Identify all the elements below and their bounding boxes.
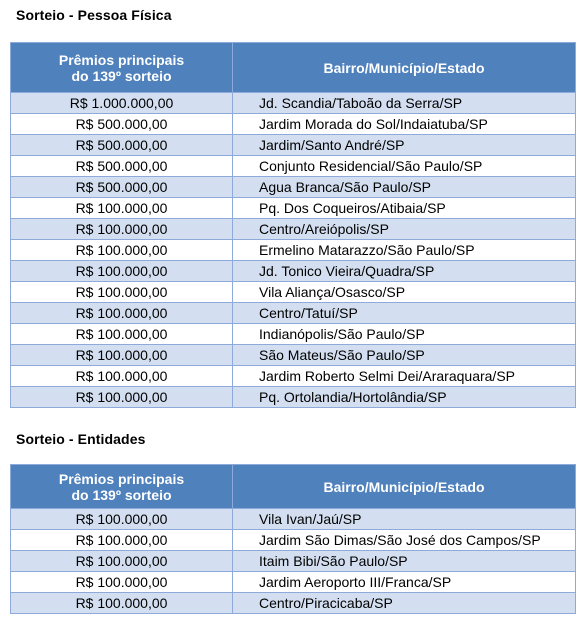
location-cell: Jardim Aeroporto III/Franca/SP (233, 572, 576, 593)
prize-cell: R$ 100.000,00 (11, 530, 233, 551)
table-row (11, 530, 576, 551)
prize-cell: R$ 100.000,00 (11, 198, 233, 219)
table-row (11, 387, 576, 408)
table-row (11, 261, 576, 282)
prize-cell: R$ 100.000,00 (11, 219, 233, 240)
table-row (11, 551, 576, 572)
prize-cell: R$ 100.000,00 (11, 509, 233, 530)
location-cell: Jardim Roberto Selmi Dei/Araraquara/SP (233, 366, 576, 387)
prize-cell: R$ 100.000,00 (11, 324, 233, 345)
prize-cell: R$ 500.000,00 (11, 114, 233, 135)
prize-cell: R$ 100.000,00 (11, 303, 233, 324)
table-row (11, 345, 576, 366)
prize-cell: R$ 500.000,00 (11, 177, 233, 198)
header-prize (11, 465, 233, 509)
prize-cell: R$ 100.000,00 (11, 572, 233, 593)
table-row (11, 593, 576, 614)
prize-cell: R$ 100.000,00 (11, 387, 233, 408)
header-prize-line1: Prêmios principais (58, 51, 185, 68)
table-row (11, 366, 576, 387)
prize-cell: R$ 100.000,00 (11, 551, 233, 572)
table-row (11, 572, 576, 593)
prize-cell: R$ 1.000.000,00 (11, 93, 233, 114)
location-cell: Pq. Dos Coqueiros/Atibaia/SP (233, 198, 576, 219)
section-title-entidades: Sorteio - Entidades (16, 431, 146, 447)
location-cell: Jardim São Dimas/São José dos Campos/SP (233, 530, 576, 551)
header-location: Bairro/Município/Estado (233, 43, 576, 93)
location-cell: Centro/Piracicaba/SP (233, 593, 576, 614)
table-row (11, 324, 576, 345)
prize-cell: R$ 500.000,00 (11, 156, 233, 177)
prize-cell: R$ 100.000,00 (11, 345, 233, 366)
prize-cell: R$ 100.000,00 (11, 282, 233, 303)
header-prize-line2: do 139º sorteio (71, 67, 172, 84)
location-cell: Jardim Morada do Sol/Indaiatuba/SP (233, 114, 576, 135)
location-cell: Indianópolis/São Paulo/SP (233, 324, 576, 345)
table-row (11, 198, 576, 219)
table-row (11, 240, 576, 261)
location-cell: Pq. Ortolandia/Hortolândia/SP (233, 387, 576, 408)
prize-cell: R$ 100.000,00 (11, 261, 233, 282)
prize-cell: R$ 500.000,00 (11, 135, 233, 156)
header-location: Bairro/Município/Estado (233, 465, 576, 509)
location-cell: Centro/Areiópolis/SP (233, 219, 576, 240)
table-row (11, 114, 576, 135)
prize-cell: R$ 100.000,00 (11, 593, 233, 614)
location-cell: Ermelino Matarazzo/São Paulo/SP (233, 240, 576, 261)
location-cell: São Mateus/São Paulo/SP (233, 345, 576, 366)
location-cell: Agua Branca/São Paulo/SP (233, 177, 576, 198)
location-cell: Jardim/Santo André/SP (233, 135, 576, 156)
header-prize (11, 43, 233, 93)
location-cell: Jd. Scandia/Taboão da Serra/SP (233, 93, 576, 114)
prize-cell: R$ 100.000,00 (11, 240, 233, 261)
prize-table-pessoa-fisica (10, 42, 576, 408)
table-row (11, 93, 576, 114)
location-cell: Vila Ivan/Jaú/SP (233, 509, 576, 530)
prize-cell: R$ 100.000,00 (11, 366, 233, 387)
table-row (11, 219, 576, 240)
table-row (11, 303, 576, 324)
location-cell: Jd. Tonico Vieira/Quadra/SP (233, 261, 576, 282)
table-row (11, 509, 576, 530)
table-row (11, 156, 576, 177)
header-prize-line1: Prêmios principais (58, 470, 185, 487)
location-cell: Vila Aliança/Osasco/SP (233, 282, 576, 303)
table-row (11, 177, 576, 198)
table-body-entidades (11, 509, 576, 614)
table-row (11, 282, 576, 303)
table-header-row (11, 465, 576, 509)
location-cell: Centro/Tatuí/SP (233, 303, 576, 324)
table-header-row (11, 43, 576, 93)
location-cell: Itaim Bibi/São Paulo/SP (233, 551, 576, 572)
table-body-pessoa-fisica (11, 93, 576, 408)
prize-table-entidades (10, 464, 576, 614)
table-row (11, 135, 576, 156)
location-cell: Conjunto Residencial/São Paulo/SP (233, 156, 576, 177)
header-prize-line2: do 139º sorteio (71, 486, 172, 503)
section-title-pessoa-fisica: Sorteio - Pessoa Física (16, 7, 172, 23)
